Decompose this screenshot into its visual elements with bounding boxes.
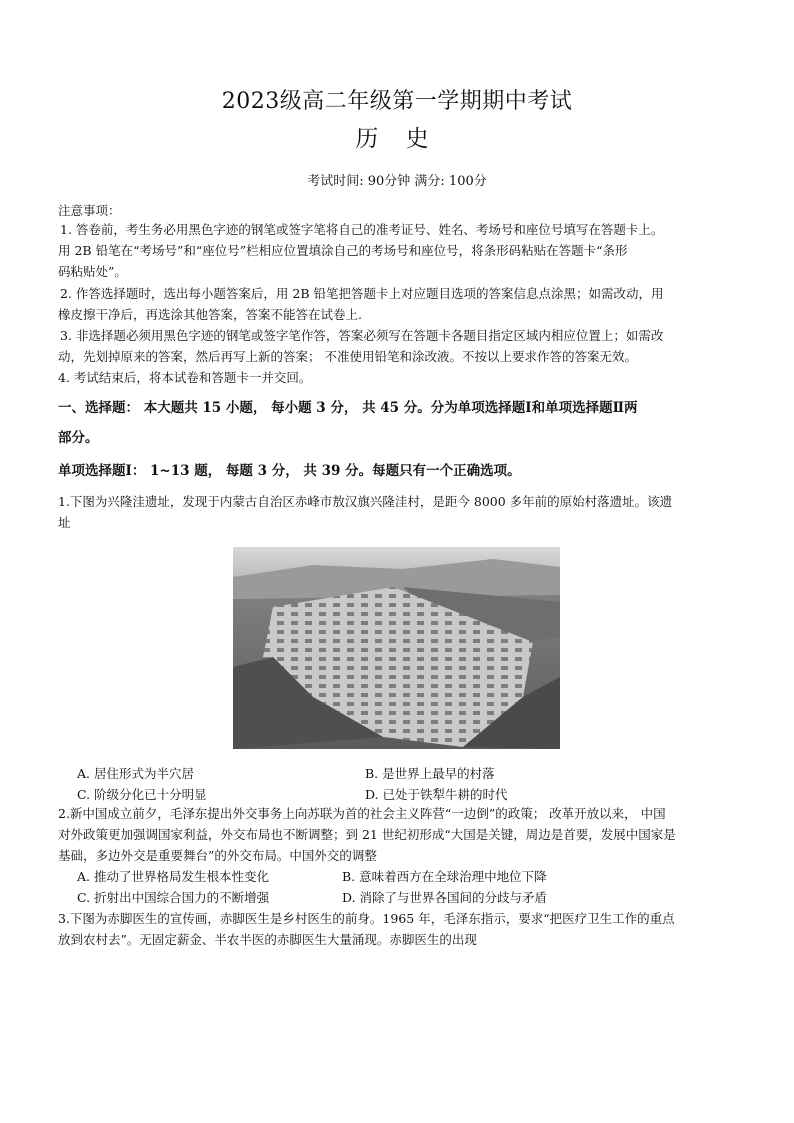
- note-3-line-1: 3. 非选择题必须用黑色字迹的钢笔或签字笔作答，答案必须写在答题卡各题目指定区域内相应位置上；如需改: [60, 328, 664, 343]
- question-2-stem-line-3: 基础，多边外交是重要舞台”的外交布局。中国外交的调整: [58, 848, 377, 863]
- question-1-stem-line-2: 址: [58, 515, 71, 530]
- exam-title: 2023级高二年级第一学期期中考试: [221, 89, 573, 114]
- q1-option-d: D. 已处于铁犁牛耕的时代: [365, 787, 508, 802]
- section-1-sub-heading: 单项选择题Ⅰ： 1~13 题， 每题 3 分， 共 39 分。每题只有一个正确选项。: [58, 463, 521, 479]
- note-1-line-1: 1. 答卷前，考生务必用黑色字迹的钢笔或签字笔将自己的准考证号、姓名、考场号和座位号填写在答题卡上。: [60, 222, 664, 237]
- section-1-heading-cont: 部分。: [58, 430, 99, 446]
- question-3-stem-line-1: 3.下图为赤脚医生的宣传画，赤脚医生是乡村医生的前身。1965 年，毛泽东指示，要求“把医疗卫生工作的重点: [58, 911, 675, 926]
- q2-option-c: C. 折射出中国综合国力的不断增强: [77, 890, 270, 905]
- xinglongwa-site-photo: [233, 547, 560, 749]
- q1-option-a: A. 居住形式为半穴居: [77, 766, 194, 781]
- subject-title: 历 史: [355, 126, 439, 152]
- exam-info: 考试时间: 90分钟 满分: 100分: [307, 174, 487, 189]
- question-3-stem-line-2: 放到农村去”。无固定薪金、半农半医的赤脚医生大量涌现。赤脚医生的出现: [58, 932, 477, 947]
- q2-option-d: D. 消除了与世界各国间的分歧与矛盾: [342, 890, 548, 905]
- question-2-stem-line-1: 2.新中国成立前夕，毛泽东提出外交事务上向苏联为首的社会主义阵营“一边倒”的政策； 改革开放以来， 中国: [58, 806, 666, 821]
- note-1-line-2: 用 2B 铅笔在“考场号”和“座位号”栏相应位置填涂自己的考场号和座位号，将条形码粘贴在答题卡“条形: [58, 243, 628, 258]
- q2-option-b: B. 意味着西方在全球治理中地位下降: [342, 869, 547, 884]
- note-1-line-3: 码粘贴处”。: [58, 264, 127, 279]
- note-2-line-2: 橡皮擦干净后，再选涂其他答案，答案不能答在试卷上.: [58, 307, 362, 322]
- q1-option-c: C. 阶级分化已十分明显: [77, 787, 207, 802]
- question-1-stem-line-1: 1.下图为兴隆洼遗址，发现于内蒙古自治区赤峰市敖汉旗兴隆洼村，是距今 8000 多年前的原始村落遗址。该遗: [58, 494, 673, 509]
- q2-option-a: A. 推动了世界格局发生根本性变化: [77, 869, 269, 884]
- note-4: 4. 考试结束后，将本试卷和答题卡一并交回。: [58, 370, 312, 385]
- q1-option-b: B. 是世界上最早的村落: [365, 766, 495, 781]
- note-3-line-2: 动，先划掉原来的答案，然后再写上新的答案； 不准使用铅笔和涂改液。不按以上要求作答的答案无效。: [58, 349, 637, 364]
- notes-heading: 注意事项：: [58, 203, 121, 218]
- section-1-heading: 一、选择题： 本大题共 15 小题， 每小题 3 分， 共 45 分。分为单项选择题Ⅰ和单项选择题Ⅱ两: [58, 400, 638, 416]
- question-2-stem-line-2: 对外政策更加强调国家利益，外交布局也不断调整；到 21 世纪初形成“大国是关键，周边是首要，发展中国家是: [58, 827, 676, 842]
- note-2-line-1: 2. 作答选择题时，选出每小题答案后，用 2B 铅笔把答题卡上对应题目选项的答案信息点涂黑；如需改动，用: [60, 286, 664, 301]
